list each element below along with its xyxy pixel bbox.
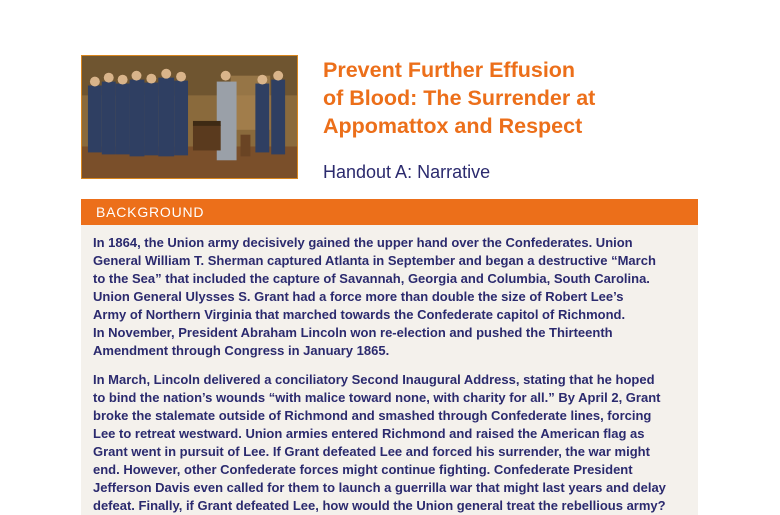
title-line: Prevent Further Effusion bbox=[323, 58, 576, 82]
surrender-painting bbox=[81, 55, 298, 179]
paragraph-line: end. However, other Confederate forces might continue fighting. Confederate President bbox=[93, 462, 633, 477]
paragraph-1 bbox=[93, 234, 693, 360]
paragraph-line: to bind the nation’s wounds “with malice toward none, with charity for all.” By April 2, Grant bbox=[93, 390, 661, 405]
paragraph-line: Union General Ulysses S. Grant had a force more than double the size of Robert Lee’s bbox=[93, 289, 624, 304]
paragraph-line: broke the stalemate outside of Richmond and smashed through Confederate lines, forcing bbox=[93, 408, 652, 423]
paragraph-line: In 1864, the Union army decisively gained the upper hand over the Confederates. Union bbox=[93, 235, 633, 250]
handout-subtitle: Handout A: Narrative bbox=[323, 162, 491, 182]
page-title bbox=[323, 56, 723, 140]
paragraph-line: Army of Northern Virginia that marched towards the Confederate capitol of Richmond. bbox=[93, 307, 626, 322]
paragraph-line: to the Sea” that included the capture of Savannah, Georgia and Columbia, South Carolina. bbox=[93, 271, 650, 286]
paragraph-line: Jefferson Davis even called for them to launch a guerrilla war that might last years and delay bbox=[93, 480, 666, 495]
section-header-bar bbox=[81, 199, 698, 225]
paragraph-line: In March, Lincoln delivered a conciliatory Second Inaugural Address, stating that he hoped bbox=[93, 372, 655, 387]
paragraph-line: Amendment through Congress in January 1865. bbox=[93, 343, 390, 358]
paragraph-line: In November, President Abraham Lincoln won re-election and pushed the Thirteenth bbox=[93, 325, 613, 340]
title-line: of Blood: The Surrender at bbox=[323, 86, 596, 110]
paragraph-2 bbox=[93, 371, 693, 515]
paragraph-line: defeat. Finally, if Grant defeated Lee, how would the Union general treat the rebellious army? bbox=[93, 498, 666, 513]
section-label: BACKGROUND bbox=[96, 204, 205, 220]
title-line: Appomattox and Respect bbox=[323, 114, 583, 138]
paragraph-line: Lee to retreat westward. Union armies entered Richmond and raised the American flag as bbox=[93, 426, 645, 441]
paragraph-line: Grant went in pursuit of Lee. If Grant defeated Lee and forced his surrender, the war might bbox=[93, 444, 650, 459]
paragraph-line: General William T. Sherman captured Atlanta in September and began a destructive “March bbox=[93, 253, 656, 268]
